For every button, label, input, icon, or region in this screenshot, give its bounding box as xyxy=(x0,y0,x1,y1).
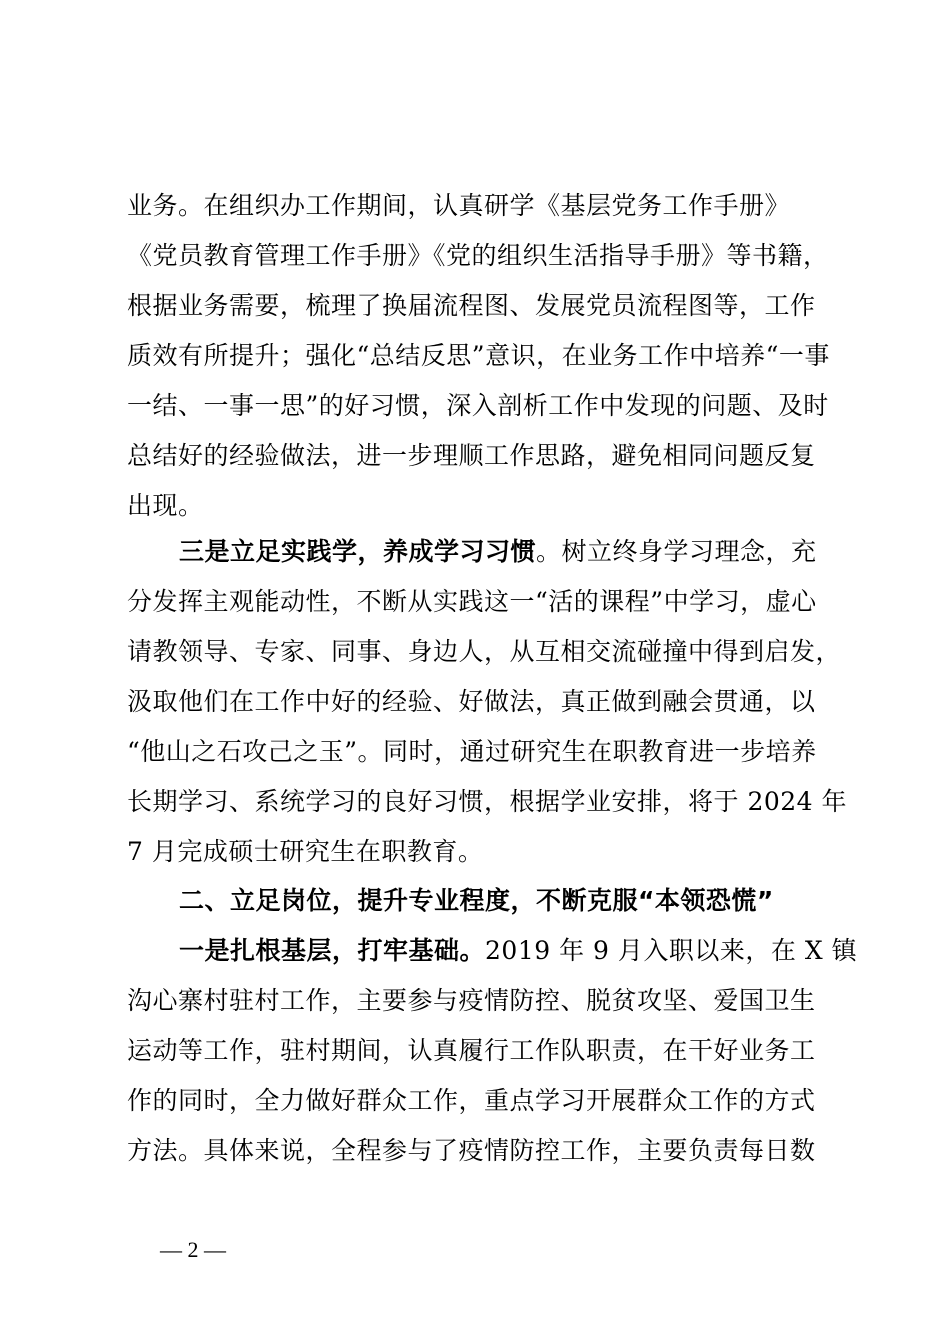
text-line xyxy=(127,926,858,976)
text-line: 业务。在组织办工作期间，认真研学《基层党务工作手册》 xyxy=(127,191,791,220)
paragraph-first-line-rest: 2019 年 9 月入职以来，在 X 镇 xyxy=(485,936,858,965)
text-line: 汲取他们在工作中好的经验、好做法，真正做到融会贯通，以 xyxy=(127,687,816,716)
text-line: 请教领导、专家、同事、身边人，从互相交流碰撞中得到启发， xyxy=(127,637,842,666)
text-line: 7 月完成硕士研究生在职教育。 xyxy=(127,837,484,866)
text-line: 总结好的经验做法，进一步理顺工作思路，避免相同问题反复 xyxy=(127,441,816,470)
paragraph-grassroots xyxy=(127,926,858,1176)
text-line: 方法。具体来说，全程参与了疫情防控工作，主要负责每日数 xyxy=(127,1136,816,1165)
text-line: 作的同时，全力做好群众工作，重点学习开展群众工作的方式 xyxy=(127,1086,816,1115)
text-line: 沟心寨村驻村工作，主要参与疫情防控、脱贫攻坚、爱国卫生 xyxy=(127,986,816,1015)
text-line: 《党员教育管理工作手册》《党的组织生活指导手册》等书籍， xyxy=(127,241,829,270)
text-line: 一结、一事一思”的好习惯，深入剖析工作中发现的问题、及时 xyxy=(127,391,829,420)
section-heading: 二、立足岗位，提升专业程度，不断克服“本领恐慌” xyxy=(179,886,774,915)
paragraph-first-line-rest: 。树立终身学习理念，充 xyxy=(536,537,817,566)
text-line: “他山之石攻己之玉”。同时，通过研究生在职教育进一步培养 xyxy=(127,737,817,766)
page-number: — 2 — xyxy=(160,1237,226,1262)
section-heading-block xyxy=(127,876,837,926)
text-line: 质效有所提升；强化“总结反思”意识，在业务工作中培养“一事 xyxy=(127,341,830,370)
paragraph-lead: 三是立足实践学，养成学习习惯 xyxy=(179,537,537,566)
text-line: 长期学习、系统学习的良好习惯，根据学业安排，将于 2024 年 xyxy=(127,787,848,816)
text-line: 根据业务需要，梳理了换届流程图、发展党员流程图等，工作 xyxy=(127,291,816,320)
text-line: 运动等工作，驻村期间，认真履行工作队职责，在干好业务工 xyxy=(127,1036,816,1065)
paragraph-practice-learning xyxy=(127,527,848,877)
text-line xyxy=(127,527,837,577)
text-line: 分发挥主观能动性，不断从实践这一“活的课程”中学习，虚心 xyxy=(127,587,817,616)
text-line: 出现。 xyxy=(127,491,204,520)
paragraph-lead: 一是扎根基层，打牢基础。 xyxy=(179,936,486,965)
paragraph-continuation xyxy=(127,181,837,531)
